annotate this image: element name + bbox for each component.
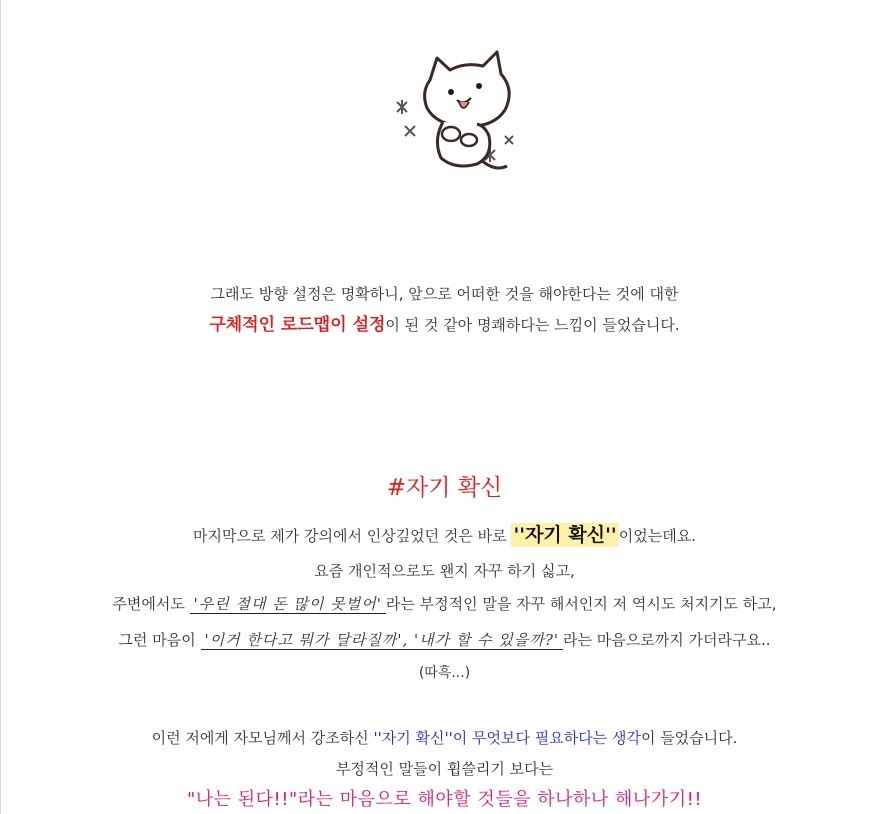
paragraph-text: 이런 저에게 자모님께서 강조하신 — [151, 729, 374, 747]
highlight-text: ''자기 확신'' — [513, 524, 617, 546]
emphasis-pink: "나는 된다!!"라는 마음으로 해야할 것들을 하나하나 해나가기!! — [186, 789, 703, 810]
handwritten-quote: '우린 절대 돈 많이 못벌어' — [190, 595, 386, 614]
section-heading: #자기 확신 — [386, 475, 503, 501]
cat-sticker-icon — [385, 40, 535, 180]
paragraph-line — [0, 314, 889, 336]
paragraph-line: 부정적인 말들이 휩쓸리기 보다는 — [335, 760, 554, 778]
paragraph-line: (따흑...) — [418, 665, 471, 681]
emphasis-red: 구체적인 로드맵이 설정 — [209, 315, 386, 335]
paragraph-text: 이 된 것 같아 명쾌하다는 느낌이 들었습니다. — [385, 316, 680, 334]
paragraph-line: 요즘 개인적으로도 왠지 자꾸 하기 싫고, — [314, 562, 575, 580]
paragraph-text: 마지막으로 제가 강의에서 인상깊었던 것은 바로 — [193, 527, 512, 545]
paragraph-line: 그래도 방향 설정은 명확하니, 앞으로 어떠한 것을 해야한다는 것에 대한 — [210, 285, 679, 303]
paragraph-text: 라는 부정적인 말을 자꾸 해서인지 저 역시도 처지기도 하고, — [385, 595, 777, 613]
emphasis-blue: ''자기 확신''이 무엇보다 필요하다는 생각 — [373, 729, 641, 747]
left-border — [0, 0, 1, 814]
paragraph-text: 그런 마음이 — [118, 631, 201, 649]
paragraph-text: 주변에서도 — [112, 595, 190, 613]
handwritten-quote: '이거 한다고 뭐가 달라질까', '내가 할 수 있을까?' — [201, 631, 564, 650]
paragraph-line — [0, 727, 889, 749]
paragraph-line — [0, 522, 889, 549]
paragraph-line — [0, 593, 889, 615]
paragraph-line — [0, 629, 889, 651]
paragraph-text: 이 들었습니다. — [640, 729, 738, 747]
paragraph-text: 이었는데요. — [618, 527, 696, 545]
paragraph-text: 라는 마음으로까지 가더라구요.. — [563, 631, 771, 649]
